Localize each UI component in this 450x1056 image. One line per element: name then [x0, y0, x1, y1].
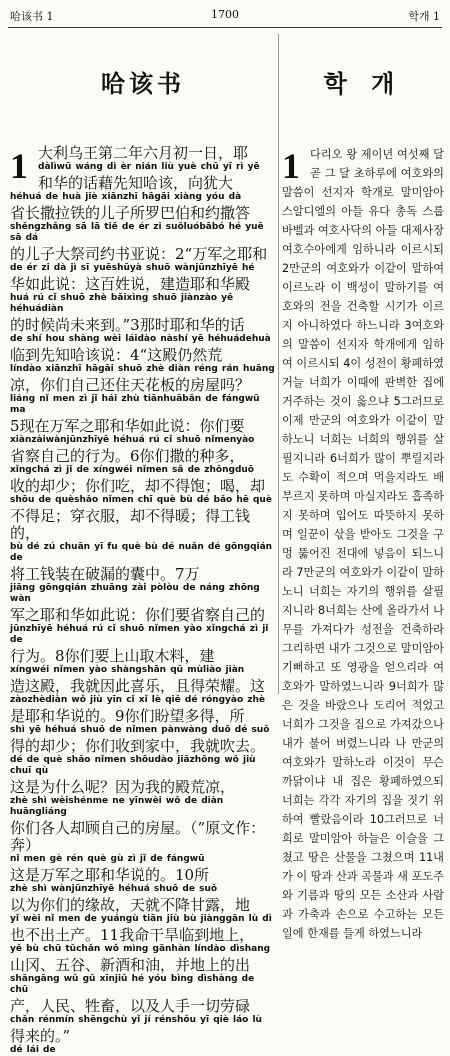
chinese-line: 这是为什么呢？因为我的殿荒凉，	[10, 778, 236, 796]
chinese-line: 华如此说：这百姓说，建造耶和华殿	[10, 275, 251, 293]
pinyin-line: zhè shì wèishénme ne yīnwèi wǒ de diàn huāngliáng	[10, 796, 224, 817]
chinese-line: 的儿子大祭司约书亚说：2“万军之耶和	[10, 245, 268, 263]
pinyin-line: liáng nǐ men zì jǐ hái zhù tiānhuābǎn de fángwū ma	[10, 394, 260, 415]
column-divider	[278, 34, 279, 694]
pinyin-line: dàlìwū wáng dì èr nián liù yuè chū yī rì yē	[38, 162, 260, 172]
running-header-left: 哈该书 1	[10, 10, 54, 23]
pinyin-line: zàozhèdiàn wǒ jiù yīn cǐ xǐ lè qiě dé róngyào zhè	[10, 695, 266, 705]
korean-book-title: 학 개	[323, 70, 403, 98]
chinese-line: 临到先知哈该说：4“这殿仍然荒	[10, 346, 223, 364]
chinese-line: 凉，你们自己还住天花板的房屋吗？	[10, 376, 251, 394]
chinese-text-block	[10, 145, 276, 1056]
pinyin-line: xǐngchá zì jǐ de xíngwéi nǐmen sǎ de zhǒngduō	[10, 465, 254, 475]
pinyin-line: dé de què shǎo nǐmen shōudào jiāzhōng wǒ jiù chuī qù	[10, 755, 256, 776]
korean-chapter-number: 1	[282, 146, 300, 186]
header-rule	[8, 27, 442, 28]
chinese-line: 不得足；穿衣服，却不得暖；得工钱的，	[10, 507, 251, 542]
chinese-line: 造这殿，我就因此喜乐，且得荣耀。这	[10, 677, 266, 695]
chinese-line: 行为。8你们要上山取木料，建	[10, 647, 215, 665]
pinyin-line: shōu de quèshǎo nǐmen chī què bù dé bǎo hē què	[10, 495, 272, 505]
pinyin-line: dé lái de	[10, 1045, 56, 1055]
chinese-line: 收的却少；你们吃，却不得饱；喝，却	[10, 477, 266, 495]
pinyin-line: shì yē héhuá shuō de nǐmen pànwàng duō dé suǒ	[10, 725, 270, 735]
chinese-line: 的时候尚未来到。”3那时耶和华的话	[10, 316, 245, 334]
running-header-right: 학개 1	[408, 10, 440, 23]
chinese-line: 和华的话藉先知哈该，向犹大	[38, 174, 234, 192]
chinese-line: 5现在万军之耶和华如此说：你们要	[10, 417, 245, 435]
chinese-line: 以为你们的缘故，天就不降甘露，地	[10, 896, 251, 914]
korean-text: 다리오 왕 제이년 여섯째 달 곧 그 달 초하루에 여호와의 말씀이 선지자 학개로 말미암아 스알디엘의 아들 유다 총독 스룹바벨과 여호사닥의 아들 대제사장 여호수아에게 임하니라 이르시되 2만군의 여호와가 이같이 말하여 이르노라 이 백성이 말하기를 여호와의 전을 건축할 시기가 이르지 아니하였다 하느니라 3여호와의 말씀이 선지자 학개에게 임하여 이르시되 4이 성전이 황폐하였거늘 너희가 이때에 판벽한 집에 거주하는 것이 옳으냐 5그러므로 이제 만군의 여호와가 이같이 말하노니 너희는 너희의 행위를 살필지니라 6너희가 많이 뿌릴지라도 수확이 적으며 먹을지라도 배부르지 못하며 마실지라도 흡족하지 못하며 입어도 따뜻하지 못하며 일꾼이 삯을 받아도 그것을 구멍 뚫어진 전대에 넣음이 되느니라 7만군의 여호와가 이같이 말하노니 너희는 자기의 행위를 살필지니라 8너희는 산에 올라가서 나무를 가져다가 성전을 건축하라 그리하면 내가 그것으로 말미암아 기뻐하고 또 영광을 얻으리라 여호와가 말하였느니라 9너희가 많은 것을 바랐으나 도리어 적었고 너희가 그것을 집으로 가져갔으나 내가 불어 버렸느니라 나 만군의 여호와가 말하노라 이것이 무슨 까닭이냐 내 집은 황폐하였으되 너희는 각각 자기의 집을 짓기 위하여 빨랐음이라 10그러므로 너희로 말미암아 하늘은 이슬을 그쳤고 땅은 산물을 그쳤으며 11내가 이 땅과 산과 곡물과 새 포도주와 기름과 땅의 모든 소산과 사람과 가축과 손으로 수고하는 모든 일에 한재를 들게 하였느니라	[282, 148, 444, 940]
page-number: 1700	[211, 8, 239, 21]
chinese-line: 省察自己的行为。6你们撒的种多，	[10, 447, 245, 465]
chinese-line: 大利乌王第二年六月初一日，耶	[38, 144, 249, 162]
chinese-line: 军之耶和华如此说：你们要省察自己的	[10, 606, 266, 624]
pinyin-line: chǎn rénmín shēngchù yǐ jí rénshǒu yī qiè láo lù	[10, 1015, 262, 1025]
chinese-line: 山冈、五谷、新酒和油，并地上的出	[10, 956, 251, 974]
chinese-line: 这是万军之耶和华说的。10所	[10, 866, 210, 884]
chinese-line: 产，人民、牲畜，以及人手一切劳碌	[10, 997, 251, 1015]
pinyin-line: shěngzhǎng sā lā tiě de ér zi suǒluóbābó hé yuē sā dá	[10, 222, 264, 243]
chinese-line: 得的却少；你们收到家中，我就吹去。	[10, 737, 266, 755]
pinyin-line: de shí hou shàng wèi láidào nàshí yē héhuádehuà	[10, 334, 271, 344]
chinese-line: 是耶和华说的。9你们盼望多得，所	[10, 707, 245, 725]
chinese-line: 得来的。”	[10, 1027, 71, 1045]
chinese-line: 你们各人却顾自己的房屋。（”原文作：奔）	[10, 819, 266, 854]
pinyin-line: zhè shì wànjūnzhīyē héhuá shuō de suǒ	[10, 884, 218, 894]
pinyin-line: huá rú cǐ shuō zhè bǎixìng shuō jiànzào yē héhuádiàn	[10, 293, 234, 314]
pinyin-line: yě bù chū tǔchǎn wǒ mìng gānhàn líndào dìshang	[10, 944, 271, 954]
chinese-line: 也不出土产。11我命干旱临到地上，	[10, 926, 255, 944]
pinyin-line: nǐ men gè rén què gù zì jǐ de fángwū	[10, 854, 205, 864]
pinyin-line: xíngwéi nǐmen yào shàngshān qǔ mùliào jiàn	[10, 665, 245, 675]
pinyin-line: líndào xiānzhī hāgāi shuō zhè diàn réng rán huāng	[10, 364, 275, 374]
pinyin-line: bù dé zú chuān yī fu què bù dé nuǎn dé gōngqián de	[10, 542, 273, 563]
pinyin-line: de ér zi dà jì sī yuēshūyà shuō wànjūnzhīyē hé	[10, 263, 255, 273]
pinyin-line: jiāng gōngqián zhuāng zài pòlòu de náng zhōng wàn	[10, 583, 260, 604]
chinese-line: 将工钱装在破漏的囊中。7万	[10, 565, 200, 583]
chinese-chapter-number: 1	[10, 146, 28, 186]
pinyin-line: jūnzhīyē héhuá rú cǐ shuō nǐmen yào xǐngchá zì jǐ de	[10, 624, 269, 645]
chinese-column	[10, 34, 276, 1055]
pinyin-line: shāngāng wǔ gǔ xīnjiǔ hé yóu bìng dìshàng de chū	[10, 974, 255, 995]
pinyin-line: yǐ wèi nǐ men de yuángù tiān jiù bù jiànggān lù dì	[10, 914, 272, 924]
pinyin-line: xiànzàiwànjūnzhīyē héhuá rú cǐ shuō nǐmenyào	[10, 435, 255, 445]
chinese-book-title: 哈该书	[101, 70, 185, 98]
korean-column	[282, 34, 444, 940]
pinyin-line: héhuá de huà jiè xiānzhī hāgāi xiàng yóu dà	[10, 192, 242, 202]
chinese-line: 省长撒拉铁的儿子所罗巴伯和约撒答	[10, 204, 251, 222]
